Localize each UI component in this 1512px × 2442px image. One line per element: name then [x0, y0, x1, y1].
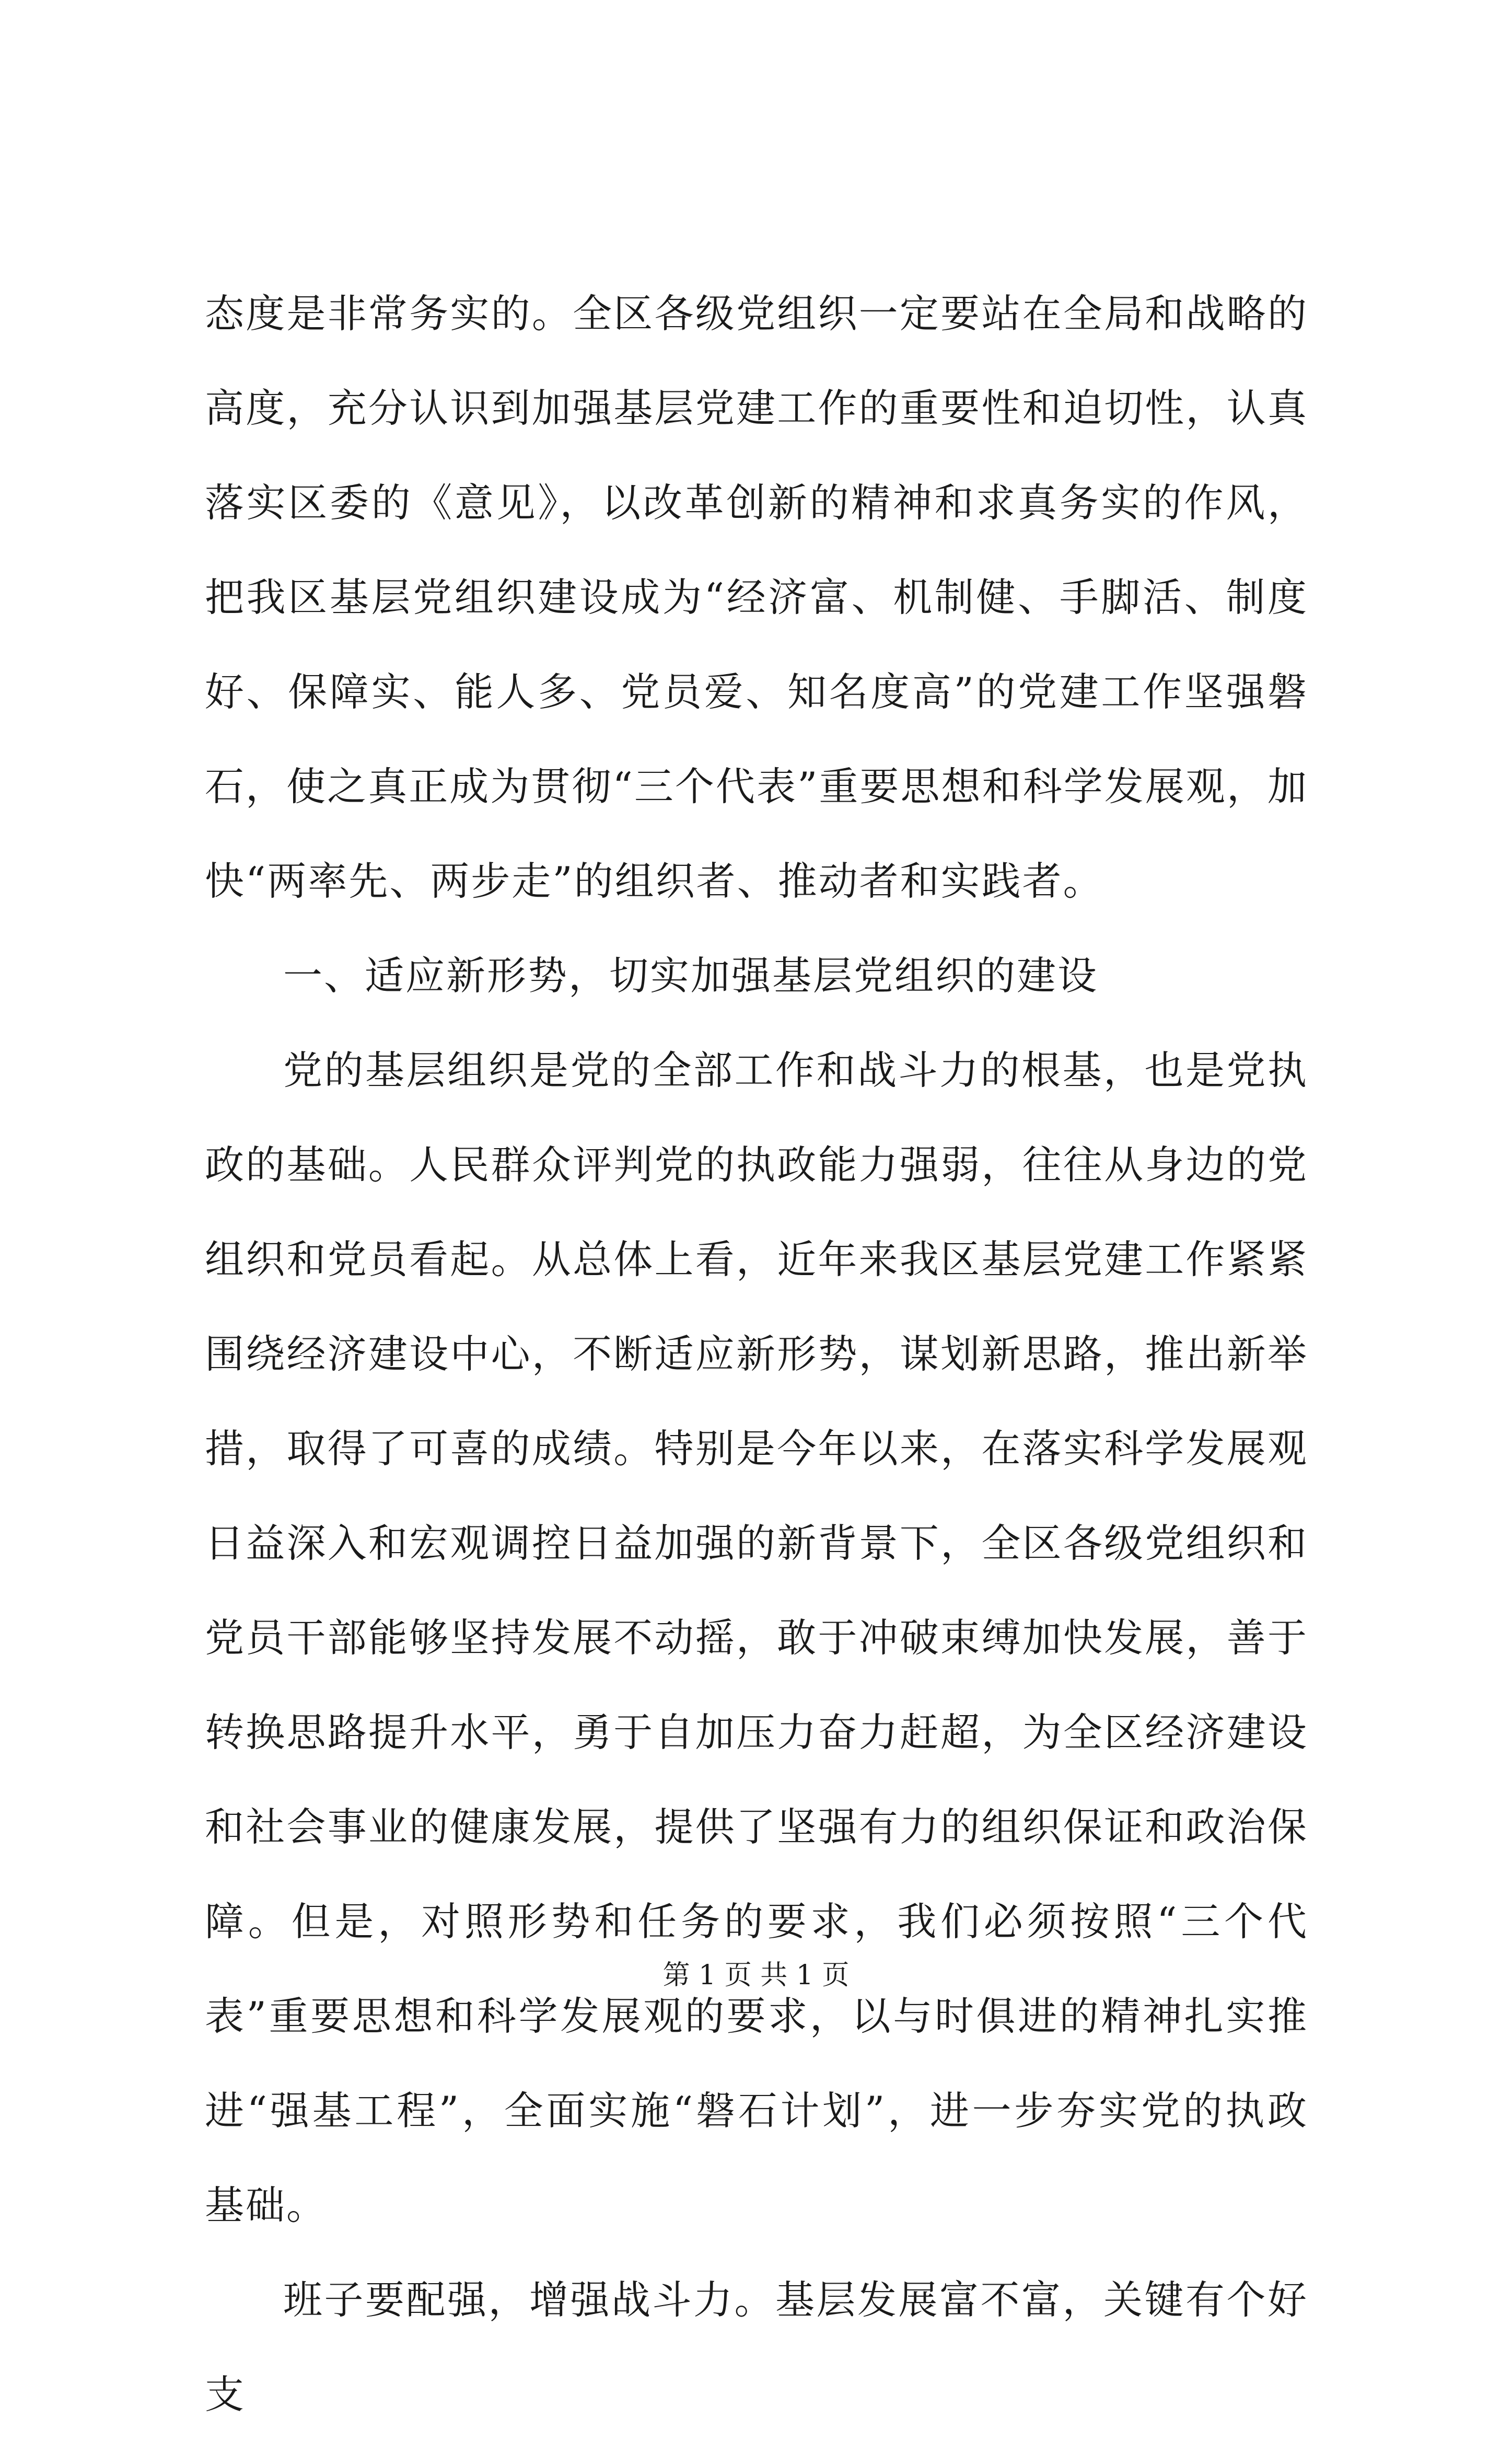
- document-body: [205, 267, 1308, 2442]
- paragraph: 班子要配强，增强战斗力。基层发展富不富，关键有个好支: [205, 2277, 1308, 2417]
- page-footer: 第 1 页 共 1 页: [662, 1960, 850, 1991]
- paragraph-continuation: 态度是非常务实的。全区各级党组织一定要站在全局和战略的高度，充分认识到加强基层党建工作的重要性和迫切性，认真落实区委的《意见》，以改革创新的精神和求真务实的作风，把我区基层党组织建设成为“经济富、机制健、手脚活、制度好、保障实、能人多、党员爱、知名度高”的党建工作坚强磐石，使之真正成为贯彻“三个代表”重要思想和科学发展观，加快“两率先、两步走”的组织者、推动者和实践者。: [205, 291, 1308, 904]
- section-heading: 一、适应新形势，切实加强基层党组织的建设: [283, 953, 1099, 999]
- paragraph: 党的基层组织是党的全部工作和战斗力的根基，也是党执政的基础。人民群众评判党的执政能力强弱，往往从身边的党组织和党员看起。从总体上看，近年来我区基层党建工作紧紧围绕经济建设中心，不断适应新形势，谋划新思路，推出新举措，取得了可喜的成绩。特别是今年以来，在落实科学发展观日益深入和宏观调控日益加强的新背景下，全区各级党组织和党员干部能够坚持发展不动摇，敢于冲破束缚加快发展，善于转换思路提升水平，勇于自加压力奋力赶超，为全区经济建设和社会事业的健康发展，提供了坚强有力的组织保证和政治保障。但是，对照形势和任务的要求，我们必须按照“三个代表”重要思想和科学发展观的要求，以与时俱进的精神扎实推进“强基工程”，全面实施“磐石计划”，进一步夯实党的执政基础。: [205, 1047, 1308, 2228]
